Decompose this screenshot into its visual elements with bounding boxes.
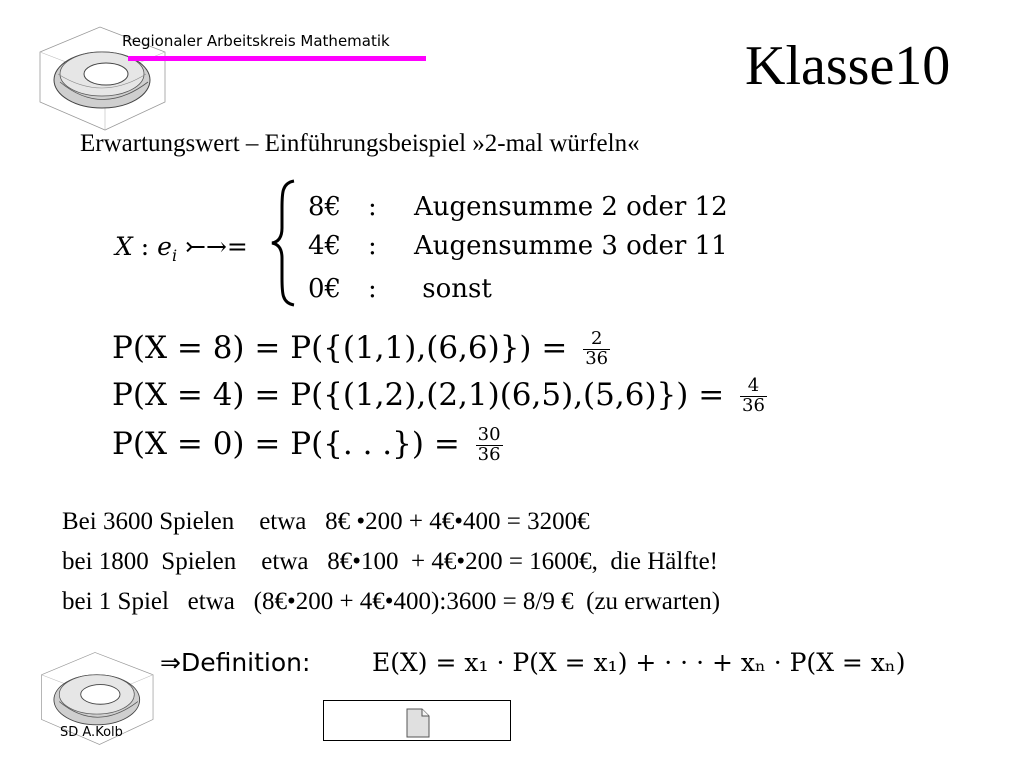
organization-name: Regionaler Arbeitskreis Mathematik [122,32,390,50]
case-separator: : [368,274,377,304]
expected-value-formula: E(X) = x₁ · P(X = x₁) + · · · + xₙ · P(X = xₙ) [372,648,906,677]
body-line: Bei 3600 Spielen etwa 8€ •200 + 4€•400 = 3200€ [62,508,590,535]
probability-line [112,426,503,465]
probability-expression: P(X = 8) = P({(1,1),(6,6)}) = [112,330,578,366]
case-row [308,231,728,261]
case-value: 4€ [308,231,342,261]
probability-line [112,330,610,369]
definition-label: ⇒Definition: [160,648,311,677]
var-e: e [157,232,172,261]
fraction-numerator: 30 [477,424,501,446]
random-variable-lhs [115,232,248,265]
fraction-denominator: 36 [585,348,609,369]
case-value: 8€ [308,192,342,222]
case-condition: Augensumme 3 oder 11 [414,231,728,261]
slide-title: Klasse10 [745,35,951,97]
fraction-numerator: 4 [740,377,767,397]
fraction [583,330,610,369]
left-brace-icon [268,178,298,308]
slide-subtitle: Erwartungswert – Einführungsbeispiel »2-mal würfeln« [80,130,640,157]
body-line: bei 1 Spiel etwa (8€•200 + 4€•400):3600 = 8/9 € (zu erwarten) [62,588,721,615]
colon: : [132,232,158,261]
case-separator: : [368,192,377,222]
probability-line [112,377,767,416]
fraction [740,377,767,416]
document-icon [406,708,430,738]
case-condition: Augensumme 2 oder 12 [414,192,728,222]
case-row [308,192,728,222]
document-link-button[interactable] [323,700,511,741]
fraction [476,426,503,465]
fraction-numerator: 2 [583,330,610,350]
fraction-denominator: 36 [477,444,501,465]
author-footer: SD A.Kolb [60,725,123,740]
probability-expression: P(X = 4) = P({(1,2),(2,1)(6,5),(5,6)}) = [112,377,735,413]
accent-underline [128,56,426,61]
fraction-denominator: 36 [742,395,765,416]
var-x: X [115,232,133,261]
maps-to-arrow: ⤚→= [177,232,248,261]
case-value: 0€ [308,274,342,304]
case-separator: : [368,231,377,261]
case-condition: sonst [414,274,492,304]
probability-expression: P(X = 0) = P({. . .}) = [112,426,470,462]
case-row [308,274,492,304]
body-line: bei 1800 Spielen etwa 8€•100 + 4€•200 = 1600€, die Hälfte! [62,548,719,575]
subscript-i: i [171,246,178,265]
